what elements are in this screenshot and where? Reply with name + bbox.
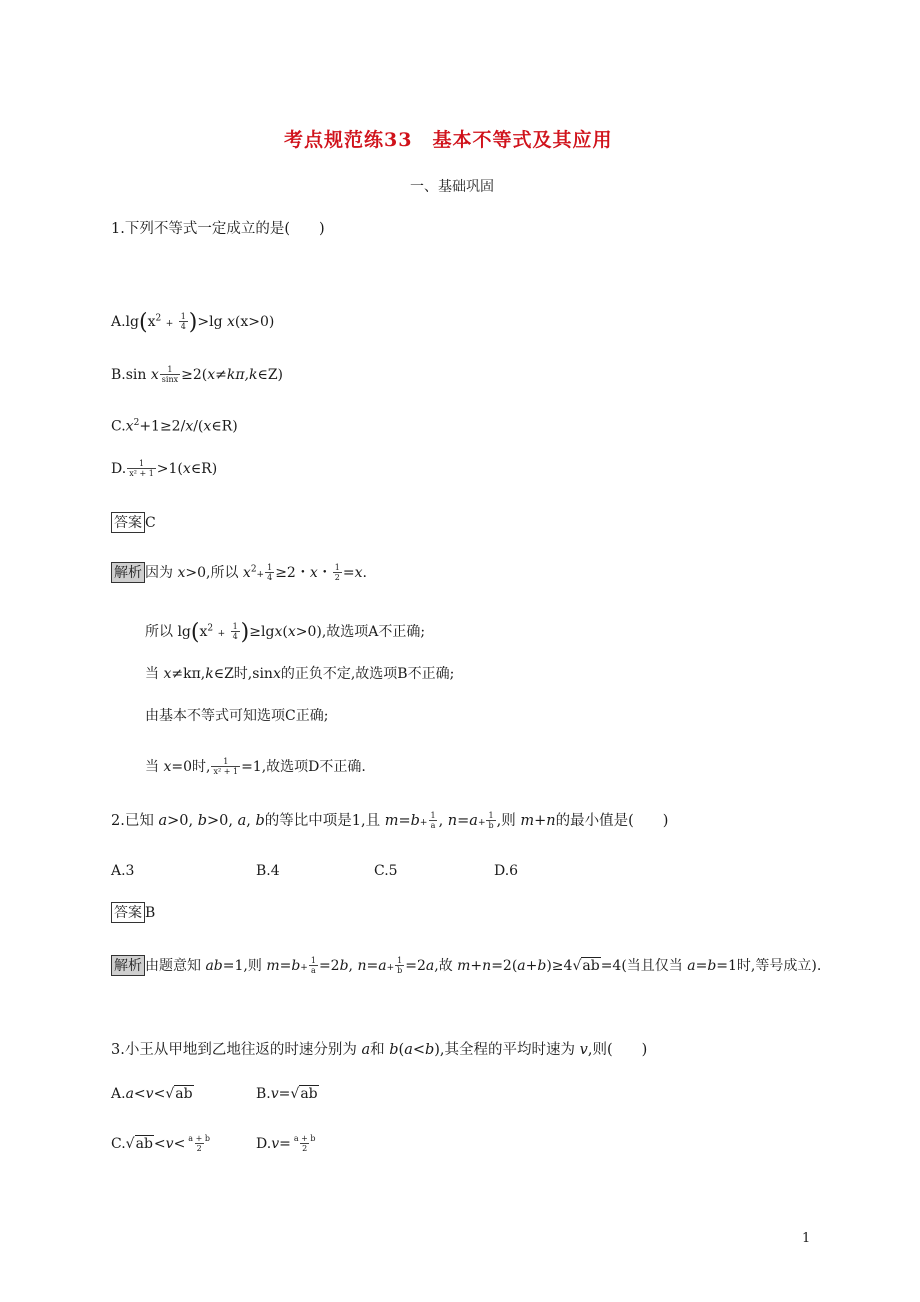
q1-option-b: B.sin x $\frac{1}{\sin x}$ ≥2(x≠kπ,k∈Z) — [111, 365, 284, 384]
q1-analysis-line-1: 解析 因为 x>0,所以 $x^2+$ $\frac{1}{4}$ ≥2・x・ $\frac{1}{2}$ =x. — [111, 562, 367, 583]
sqrt-symbol: √ab — [125, 1136, 153, 1152]
question-2-stem: 2.已知 a>0, b>0, a, b的等比中项是1,且 m=b+ $\frac{1}{a}$ , n=a+ $\frac{1}{b}$ ,则 m+n的最小值是( ) — [111, 811, 669, 830]
page-number: 1 — [802, 1231, 811, 1246]
q3-option-c: C.√ab<v< $\frac{a + b}{2}$ — [111, 1134, 210, 1153]
analysis-label: 解析 — [111, 562, 145, 583]
answer-value: C — [145, 515, 156, 531]
q1-analysis-line-4: 由基本不等式可知选项C正确; — [145, 708, 329, 724]
q2-answer — [111, 902, 155, 923]
q1-option-c: $C.x^2+1\ge 2/x/(x\in R)$ — [111, 418, 238, 435]
q1-analysis-line-2: 所以 $\lg(x^2$ + $\frac{1}{4}$ )≥lgx(x>0),故选项A不正确; — [145, 620, 426, 645]
section-heading: 一、基础巩固 — [410, 179, 494, 195]
q3-option-b: B.v=√ab — [256, 1086, 318, 1102]
q2-option-b: B.4 — [256, 863, 280, 879]
sqrt-symbol: √ab — [290, 1086, 318, 1102]
question-3-stem: 3.小王从甲地到乙地往返的时速分别为 a和 b(a<b),其全程的平均时速为 v,则( ) — [111, 1042, 648, 1058]
q2-option-a: A.3 — [111, 863, 135, 879]
sqrt-symbol: √ab — [165, 1086, 193, 1102]
q2-option-d: D.6 — [494, 863, 519, 879]
q1-option-a: $A.\lg(x^2$ + $\frac{1}{4}$ )>lg x(x>0) — [111, 310, 275, 335]
answer-label: 答案 — [111, 512, 145, 533]
q1-option-d: D. $\frac{1}{\text{x² + 1}}$ >1(x∈R) — [111, 459, 218, 478]
question-1-stem: 1.下列不等式一定成立的是( ) — [111, 221, 325, 237]
page-title: 考点规范练33 基本不等式及其应用 — [284, 129, 613, 151]
q1-answer — [111, 512, 156, 533]
q3-option-d: D.v= $\frac{a + b}{2}$ — [256, 1134, 316, 1153]
q2-analysis: 解析 由题意知 ab=1,则 m=b+ $\frac{1}{a}$ =2b, n=a+ $\frac{1}{b}$ =2a,故 m+n=2(a+b)≥4√ab=4(当且仅当 a=b=1时,等号成立). — [111, 955, 821, 976]
answer-value: B — [145, 905, 156, 921]
analysis-label: 解析 — [111, 955, 145, 976]
q1-analysis-line-5: 当 x=0时, $\frac{1}{\text{x² + 1}}$ =1,故选项D不正确. — [145, 757, 366, 776]
q1-analysis-line-3: 当 x≠kπ,k∈Z时,sinx的正负不定,故选项B不正确; — [145, 666, 455, 682]
q3-option-a: A.a<v<√ab — [111, 1086, 193, 1102]
sqrt-symbol: √ab — [572, 958, 600, 974]
answer-label: 答案 — [111, 902, 145, 923]
q2-option-c: C.5 — [374, 863, 398, 879]
